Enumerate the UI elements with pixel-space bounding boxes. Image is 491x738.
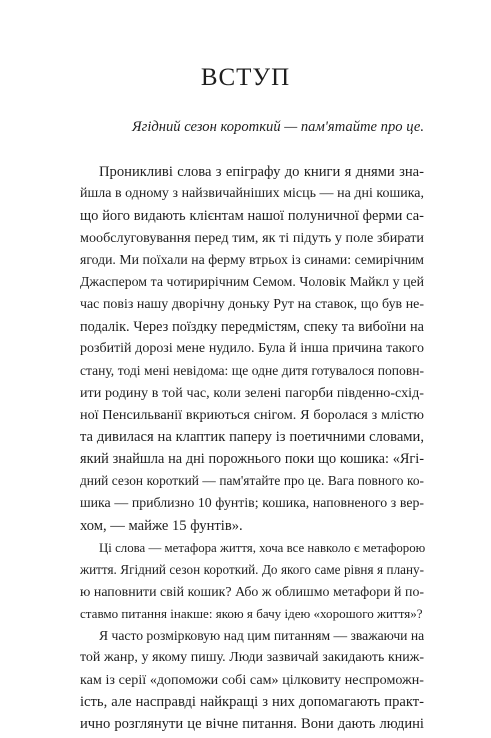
text-line: хом, — майже 15 фунтів». xyxy=(80,517,243,534)
text-line: ично розглянути це вічне питання. Вони дають людині xyxy=(80,716,424,733)
paragraph-1 xyxy=(80,161,424,537)
text-line: кам із серії «допоможи собі сам» цілковиту неспроможн- xyxy=(80,672,424,689)
text-line: ість, але насправді найкращі з них допомагають практ- xyxy=(80,694,424,711)
text-line: ягоди. Ми поїхали на ферму втрьох із синами: семирічним xyxy=(80,252,424,268)
text-line: ної Пенсильванії вкриються снігом. Я боролася з млістю xyxy=(80,407,424,424)
text-line: йшла в одному з найзвичайніших місць — на дні кошика, xyxy=(80,186,424,202)
text-line: Я часто розмірковую над цим питанням — зважаючи на xyxy=(99,627,425,643)
text-line: той жанр, у якому пишу. Люди зазвичай закидають книж- xyxy=(80,650,424,666)
text-line: час повіз нашу дворічну доньку Рут на ставок, що був не- xyxy=(80,296,424,312)
text-line: Ці слова — метафора життя, хоча все навколо є метафорою xyxy=(99,540,426,555)
text-line: подалік. Через поїздку передмістям, спеку та вибоїни на xyxy=(80,318,424,335)
text-line: та дивилася на клаптик паперу із поетичними словами, xyxy=(80,429,424,446)
text-line: Проникливі слова з епіграфу до книги я днями зна- xyxy=(99,164,424,180)
text-line: стану, тоді мені невідома: ще одне дитя готувалося поповн- xyxy=(80,362,424,378)
text-line: який знайшла на дні порожнього поки що кошика: «Ягі- xyxy=(80,451,424,468)
text-line: життя. Ягідний сезон короткий. До якого саме рівня я плану- xyxy=(80,561,424,577)
paragraph-2 xyxy=(80,537,424,625)
paragraph-3 xyxy=(80,625,424,735)
text-line: дний сезон короткий — пам'ятайте про це. Вага повного ко- xyxy=(80,473,424,489)
epigraph: Ягідний сезон короткий — пам'ятайте про це. xyxy=(132,119,424,135)
text-line: розбитій дорозі мене нудило. Була й інша причина такого xyxy=(80,340,424,356)
text-line: ю наповнити свій кошик? Або ж облишмо метафори й по- xyxy=(80,583,424,599)
chapter-title: ВСТУП xyxy=(200,64,291,91)
text-line: шика — приблизно 10 фунтів; кошика, наповненого з вер- xyxy=(80,495,424,511)
text-line: мообслуговування перед тим, як ті підуть у поле збирати xyxy=(80,230,424,247)
text-line: що його видають клієнтам нашої полуничної ферми са- xyxy=(80,208,424,225)
text-line: ставмо питання інакше: якою я бачу ідею «хорошого життя»? xyxy=(80,605,423,621)
text-line: ити родину в той час, коли зелені пагорби південно-схід- xyxy=(80,384,424,401)
body-text xyxy=(80,161,424,735)
text-line: Джаспером та чотирирічним Семом. Чоловік Майкл у цей xyxy=(80,274,424,290)
